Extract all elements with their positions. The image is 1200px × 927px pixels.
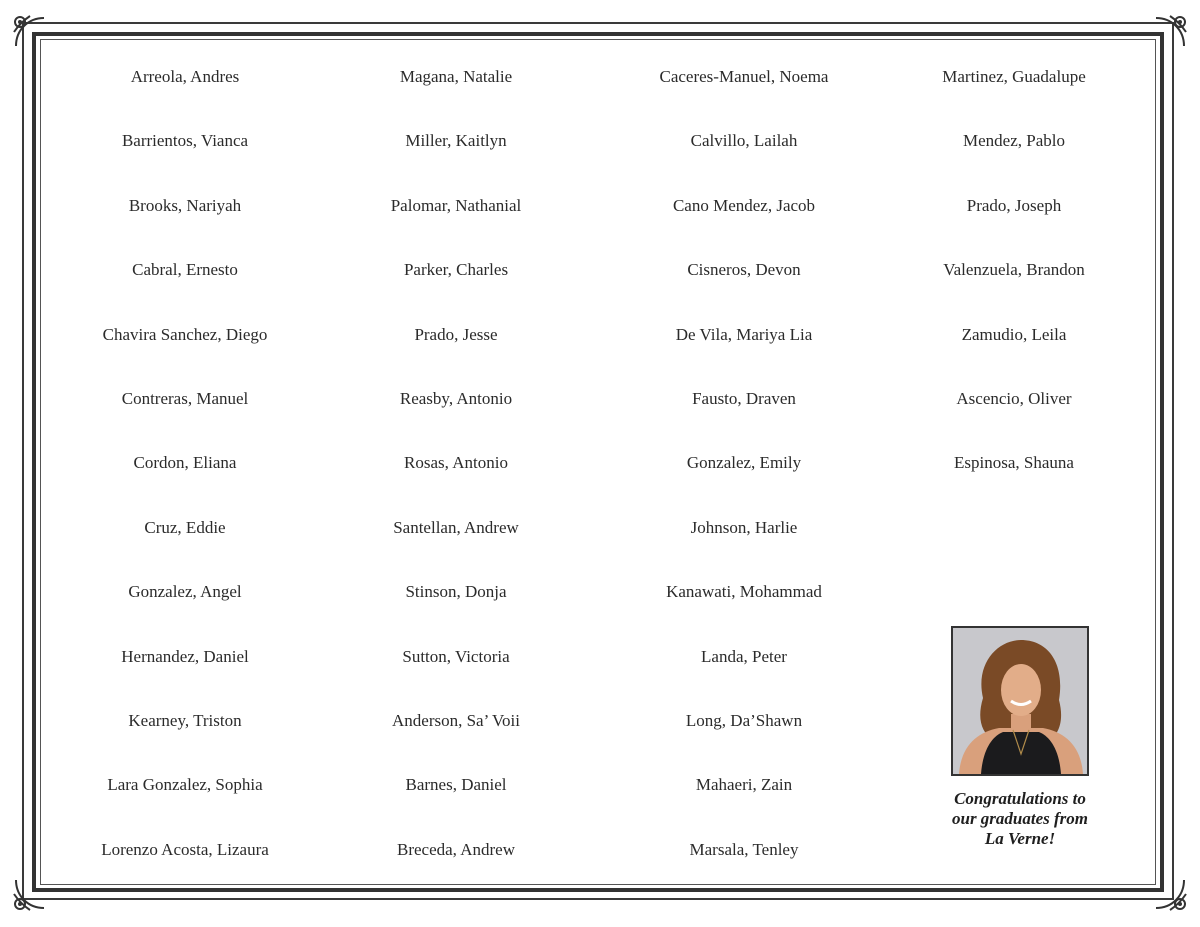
graduate-name: Magana, Natalie	[399, 67, 513, 86]
graduate-name: Arreola, Andres	[130, 67, 240, 86]
graduate-name: Contreras, Manuel	[121, 388, 249, 408]
graduate-name: Martinez, Guadalupe	[942, 67, 1086, 86]
graduate-name: Zamudio, Leila	[961, 324, 1067, 344]
ornament-corner-icon	[1150, 874, 1190, 914]
name-column-1	[55, 62, 315, 899]
graduate-name: Barrientos, Vianca	[121, 131, 249, 151]
graduate-name: Calvillo, Lailah	[690, 131, 798, 151]
graduate-name: Ascencio, Oliver	[956, 388, 1072, 408]
graduate-name: Parker, Charles	[403, 260, 509, 280]
graduate-name: Kearney, Triston	[128, 710, 242, 730]
graduate-name: Cano Mendez, Jacob	[672, 195, 816, 215]
graduate-name: Cisneros, Devon	[687, 260, 801, 280]
name-column-2	[326, 62, 586, 899]
graduate-name: De Vila, Mariya Lia	[675, 324, 813, 344]
graduate-name: Johnson, Harlie	[690, 517, 798, 537]
graduate-name: Gonzalez, Angel	[128, 582, 242, 602]
ornament-corner-icon	[10, 874, 50, 914]
graduate-name: Rosas, Antonio	[404, 453, 508, 473]
graduate-name: Valenzuela, Brandon	[943, 260, 1085, 280]
graduate-name: Reasby, Antonio	[399, 388, 513, 408]
graduate-name: Stinson, Donja	[405, 582, 507, 602]
graduate-name: Miller, Kaitlyn	[405, 131, 507, 151]
graduate-name: Sutton, Victoria	[402, 646, 510, 666]
graduate-name: Prado, Jesse	[414, 324, 498, 344]
graduate-name: Prado, Joseph	[966, 195, 1062, 215]
graduate-name: Palomar, Nathanial	[390, 195, 522, 215]
name-column-3	[614, 62, 874, 899]
graduate-name: Long, Da’Shawn	[685, 710, 803, 730]
graduate-name: Mendez, Pablo	[963, 131, 1065, 151]
graduate-name: Marsala, Tenley	[689, 839, 799, 859]
graduate-name: Mahaeri, Zain	[695, 775, 793, 795]
graduate-name: Breceda, Andrew	[396, 839, 515, 859]
graduate-name: Cruz, Eddie	[144, 517, 226, 537]
caption-line-1: Congratulations to	[954, 789, 1086, 808]
graduate-name: Chavira Sanchez, Diego	[102, 324, 268, 344]
graduate-name: Brooks, Nariyah	[128, 195, 242, 215]
graduate-name: Lorenzo Acosta, Lizaura	[101, 839, 269, 859]
graduate-name: Anderson, Sa’ Voii	[392, 710, 520, 730]
graduate-name: Landa, Peter	[701, 646, 787, 666]
graduate-name: Barnes, Daniel	[405, 775, 507, 795]
graduate-name: Kanawati, Mohammad	[666, 582, 822, 602]
graduate-name: Cordon, Eliana	[133, 453, 237, 473]
graduate-name: Cabral, Ernesto	[132, 260, 238, 280]
caption-line-3: La Verne!	[984, 829, 1056, 848]
ornament-corner-icon	[1150, 12, 1190, 52]
caption-line-2: our graduates from	[951, 809, 1089, 828]
graduate-name: Gonzalez, Emily	[686, 453, 802, 473]
graduate-name: Santellan, Andrew	[393, 517, 519, 537]
graduate-name: Caceres-Manuel, Noema	[659, 67, 829, 86]
graduate-name: Fausto, Draven	[692, 388, 796, 408]
graduate-name: Espinosa, Shauna	[954, 453, 1074, 473]
portrait-photo	[951, 626, 1089, 776]
congratulations-caption	[900, 789, 1140, 849]
graduate-name: Hernandez, Daniel	[121, 646, 249, 666]
portrait-image	[953, 628, 1087, 774]
graduate-name: Lara Gonzalez, Sophia	[107, 775, 263, 795]
name-column-4	[884, 62, 1144, 513]
ornament-corner-icon	[10, 12, 50, 52]
